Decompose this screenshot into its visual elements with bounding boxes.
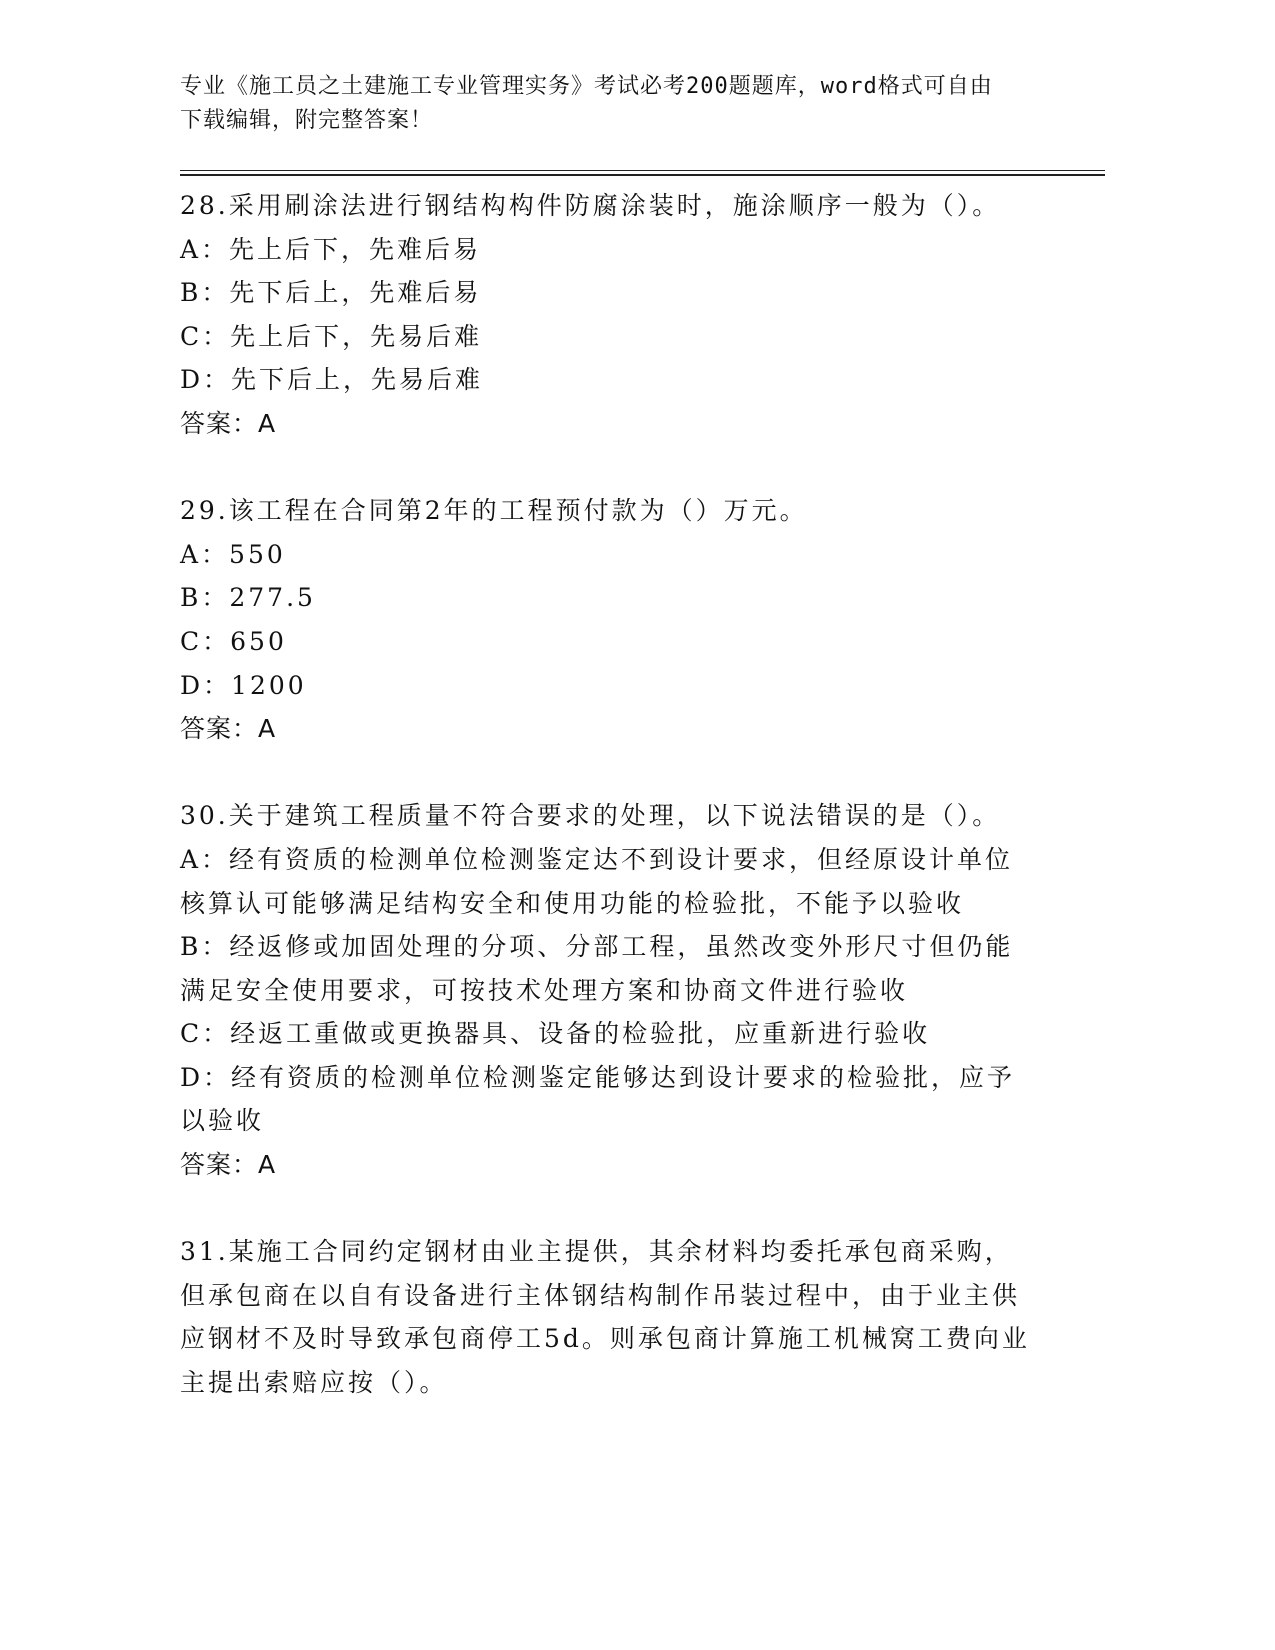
question-28 [180,184,1040,446]
option-d: D：1200 [180,670,307,700]
option-c: C：650 [180,626,287,656]
question-list [180,184,1040,1405]
option-a: A：先上后下，先难后易 [180,234,482,264]
option-d: D：经有资质的检测单位检测鉴定能够达到设计要求的检验批，应予以验收 [180,1062,1016,1136]
answer-line: 答案：A [180,408,277,438]
header-divider-thin [180,170,1105,171]
spacer [180,751,1040,795]
option-b: B：277.5 [180,583,316,613]
option-b: B：先下后上，先难后易 [180,278,482,308]
question-text: 30.关于建筑工程质量不符合要求的处理，以下说法错误的是（）。 [180,801,1001,831]
header-divider-thick [180,174,1105,176]
answer-line: 答案：A [180,1150,277,1180]
question-text: 31.某施工合同约定钢材由业主提供，其余材料均委托承包商采购，但承包商在以自有设备进行主体钢结构制作吊装过程中，由于业主供应钢材不及时导致承包商停工5d。则承包商计算施工机械窝工费向业主提出索赔应按（）。 [180,1237,1030,1398]
option-a: A：经有资质的检测单位检测鉴定达不到设计要求，但经原设计单位核算认可能够满足结构安全和使用功能的检验批，不能予以验收 [180,844,1014,918]
header-line-2: 下载编辑，附完整答案！ [180,108,434,133]
question-29 [180,489,1040,751]
question-30 [180,794,1040,1186]
spacer [180,446,1040,490]
option-a: A：550 [180,539,286,569]
option-d: D：先下后上，先易后难 [180,365,484,395]
option-c: C：经返工重做或更换器具、设备的检验批，应重新进行验收 [180,1019,931,1049]
option-b: B：经返修或加固处理的分项、分部工程，虽然改变外形尺寸但仍能满足安全使用要求，可按技术处理方案和协商文件进行验收 [180,932,1014,1005]
option-c: C：先上后下，先易后难 [180,321,483,351]
document-header [180,70,1050,138]
question-31 [180,1230,1040,1404]
answer-line: 答案：A [180,714,277,744]
spacer [180,1187,1040,1231]
header-line-1: 专业《施工员之土建施工专业管理实务》考试必考200题题库，word格式可自由 [180,74,993,99]
question-text: 29.该工程在合同第2年的工程预付款为（）万元。 [180,496,808,526]
question-text: 28.采用刷涂法进行钢结构构件防腐涂装时，施涂顺序一般为（）。 [180,191,1001,220]
